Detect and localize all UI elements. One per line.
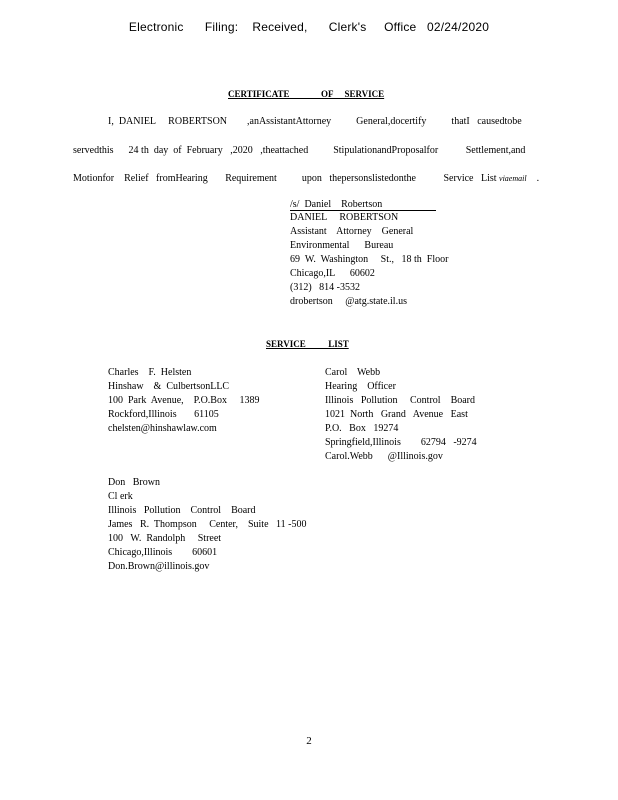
address-line: Chicago,Illinois 60601 bbox=[108, 547, 218, 558]
address-line: 1021 North Grand Avenue East bbox=[325, 409, 468, 420]
signature-block bbox=[290, 211, 448, 309]
certificate-line-3-end: . bbox=[526, 173, 540, 184]
email-link[interactable]: chelsten@hinshawlaw.com bbox=[108, 423, 217, 434]
address-line: Hinshaw & CulbertsonLLC bbox=[108, 381, 230, 392]
signature-phone: (312) 814 -3532 bbox=[290, 282, 360, 293]
certificate-body-line-3 bbox=[73, 173, 539, 184]
signature-bureau: Environmental Bureau bbox=[290, 240, 394, 251]
address-line: Carol Webb bbox=[325, 367, 381, 378]
signature-name: DANIEL ROBERTSON bbox=[290, 212, 399, 223]
signature-email: drobertson @atg.state.il.us bbox=[290, 296, 407, 307]
certificate-body-line-2: servedthis 24 th day of February ,2020 ,theattached StipulationandProposalfor Settlement,and bbox=[73, 145, 526, 156]
address-line: Hearing Officer bbox=[325, 381, 396, 392]
filing-stamp-header: Electronic Filing: Received, Clerk's Office 02/24/2020 bbox=[128, 20, 490, 34]
certificate-body-line-1: I, DANIEL ROBERTSON ,anAssistantAttorney General,docertify thatI causedtobe bbox=[108, 116, 522, 127]
page-number: 2 bbox=[306, 735, 312, 747]
certificate-title: CERTIFICATE OF SERVICE bbox=[228, 89, 385, 99]
email-link[interactable]: Carol.Webb @Illinois.gov bbox=[325, 451, 443, 462]
service-entry-brown bbox=[108, 476, 306, 574]
service-entry-webb bbox=[325, 366, 477, 464]
certificate-line-3-italic: viaemail bbox=[499, 174, 527, 183]
address-line: Rockford,Illinois 61105 bbox=[108, 409, 219, 420]
service-list-title: SERVICE LIST bbox=[266, 339, 349, 349]
signature-slash: /s/ Daniel Robertson bbox=[290, 199, 383, 210]
address-line: Illinois Pollution Control Board bbox=[325, 395, 476, 406]
address-line: 100 Park Avenue, P.O.Box 1389 bbox=[108, 395, 260, 406]
service-entry-helsten bbox=[108, 366, 259, 436]
address-line: Don Brown bbox=[108, 477, 160, 488]
address-line: Springfield,Illinois 62794 -9274 bbox=[325, 437, 477, 448]
email-link[interactable]: Don.Brown@illinois.gov bbox=[108, 561, 210, 572]
address-line: Charles F. Helsten bbox=[108, 367, 192, 378]
address-line: 100 W. Randolph Street bbox=[108, 533, 222, 544]
signature-title: Assistant Attorney General bbox=[290, 226, 414, 237]
address-line: P.O. Box 19274 bbox=[325, 423, 399, 434]
address-line: Cl erk bbox=[108, 491, 133, 502]
certificate-line-3-text: Motionfor Relief fromHearing Requirement upon thepersonslistedonthe Service List bbox=[73, 173, 500, 184]
address-line: James R. Thompson Center, Suite 11 -500 bbox=[108, 519, 307, 530]
address-line: Illinois Pollution Control Board bbox=[108, 505, 256, 516]
signature-city: Chicago,IL 60602 bbox=[290, 268, 375, 279]
signature-street: 69 W. Washington St., 18 th Floor bbox=[290, 254, 449, 265]
